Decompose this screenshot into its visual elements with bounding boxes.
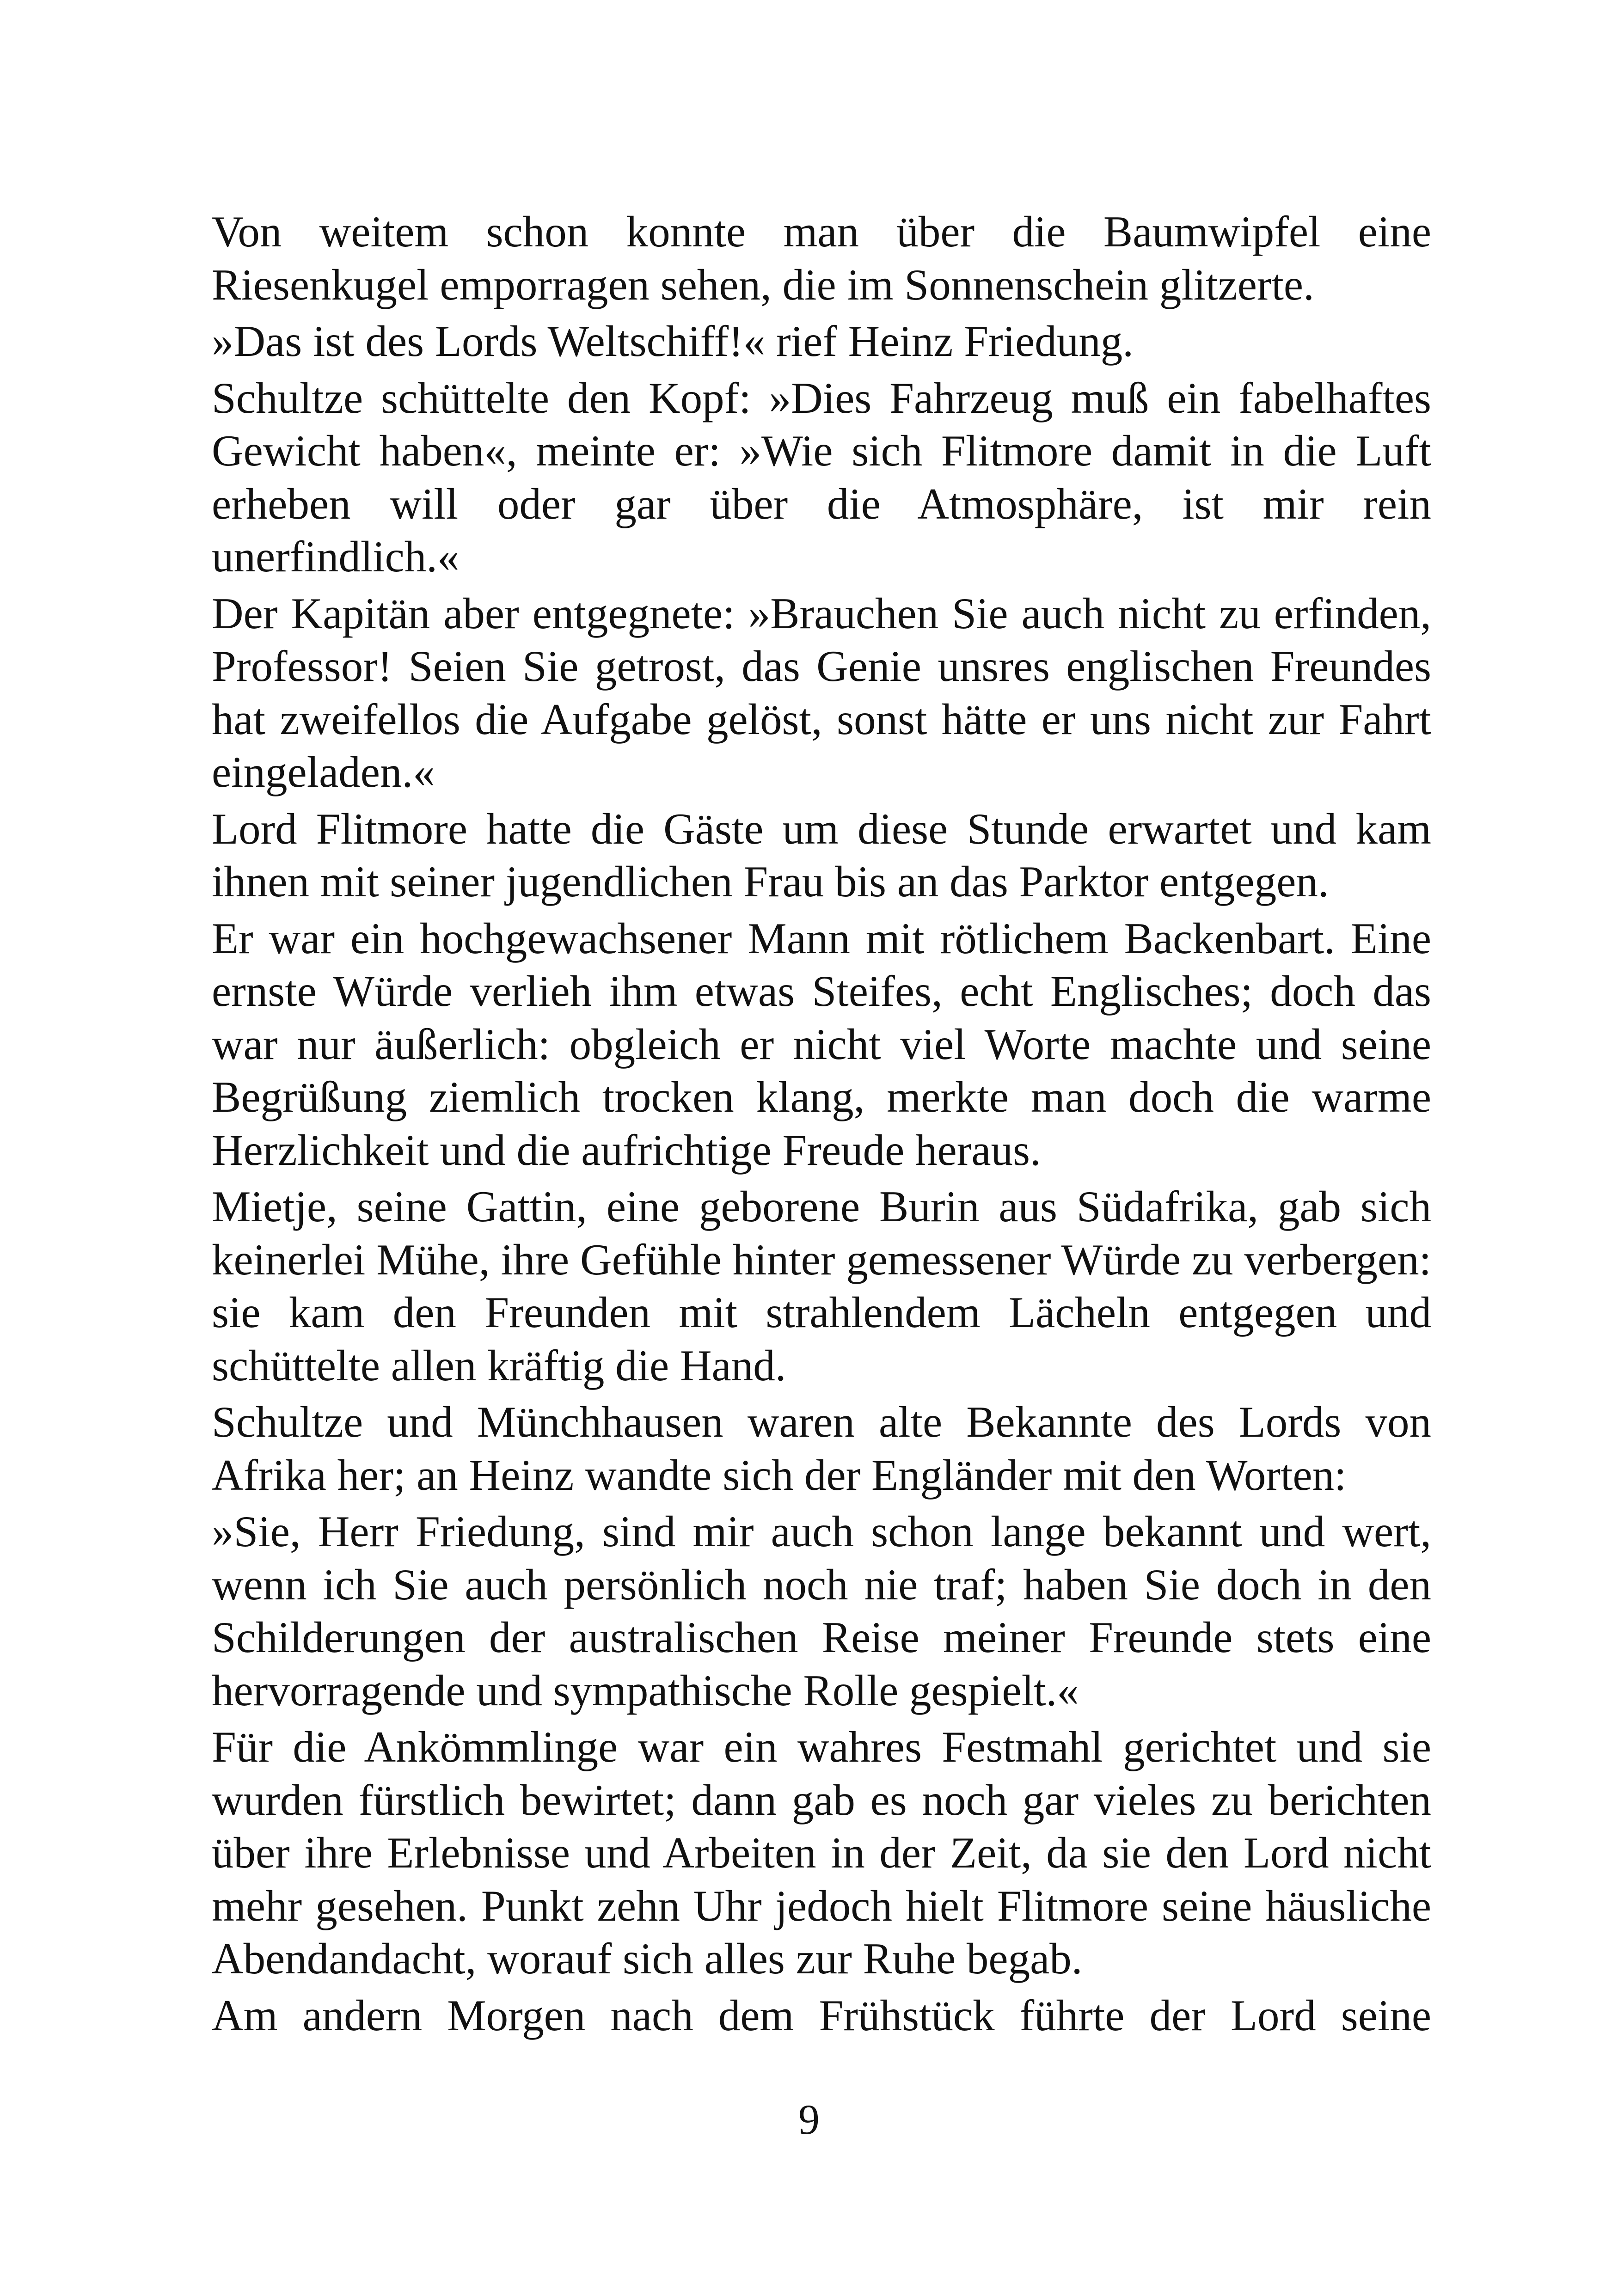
paragraph: Für die Ankömmlinge war ein wahres Festmahl gerichtet und sie wurden fürstlich bewirtet; dann gab es noch gar vieles zu berichten über ihre Erlebnisse und Arbeiten in der Zeit, da sie den Lord nicht mehr gesehen. Punkt zehn Uhr jedoch hielt Flitmore seine häusliche Abendandacht, worauf sich alles zur Ruhe begab. [212, 1722, 1431, 1983]
paragraph: Schultze schüttelte den Kopf: »Dies Fahrzeug muß ein fabelhaftes Gewicht haben«, meinte er: »Wie sich Flitmore damit in die Luft erheben will oder gar über die Atmosphäre, ist mir rein unerfindlich.« [212, 373, 1431, 581]
paragraph: Lord Flitmore hatte die Gäste um diese Stunde erwartet und kam ihnen mit seiner jugendlichen Frau bis an das Parktor entgegen. [212, 804, 1431, 906]
paragraph: Er war ein hochgewachsener Mann mit rötlichem Backenbart. Eine ernste Würde verlieh ihm etwas Steifes, echt Englisches; doch das war nur äußerlich: obgleich er nicht viel Worte machte und seine Begrüßung ziemlich trocken klang, merkte man doch die warme Herzlichkeit und die aufrichtige Freude heraus. [212, 913, 1431, 1175]
paragraph: Der Kapitän aber entgegnete: »Brauchen Sie auch nicht zu erfinden, Professor! Seien Sie getrost, das Genie unsres englischen Freundes hat zweifellos die Aufgabe gelöst, sonst hätte er uns nicht zur Fahrt eingeladen.« [212, 588, 1431, 796]
paragraph: Mietje, seine Gattin, eine geborene Burin aus Südafrika, gab sich keinerlei Mühe, ihre Gefühle hinter gemessener Würde zu verbergen: sie kam den Freunden mit strahlendem Lächeln entgegen und schüttelte allen kräftig die Hand. [212, 1182, 1431, 1390]
paragraph: »Das ist des Lords Weltschiff!« rief Heinz Friedung. [212, 317, 1134, 366]
paragraph: »Sie, Herr Friedung, sind mir auch schon lange bekannt und wert, wenn ich Sie auch persönlich noch nie traf; haben Sie doch in den Schilderungen der australischen Reise meiner Freunde stets eine hervorragende und sympathische Rolle gespielt.« [212, 1507, 1431, 1715]
page-number: 9 [798, 2096, 820, 2143]
paragraph: Von weitem schon konnte man über die Baumwipfel eine Riesenkugel emporragen sehen, die im Sonnenschein glitzerte. [212, 207, 1431, 309]
paragraph: Schultze und Münchhausen waren alte Bekannte des Lords von Afrika her; an Heinz wandte sich der Engländer mit den Worten: [212, 1397, 1431, 1500]
paragraph: Am andern Morgen nach dem Frühstück führte der Lord seine [212, 1990, 1431, 2040]
body-text [212, 205, 1431, 2045]
